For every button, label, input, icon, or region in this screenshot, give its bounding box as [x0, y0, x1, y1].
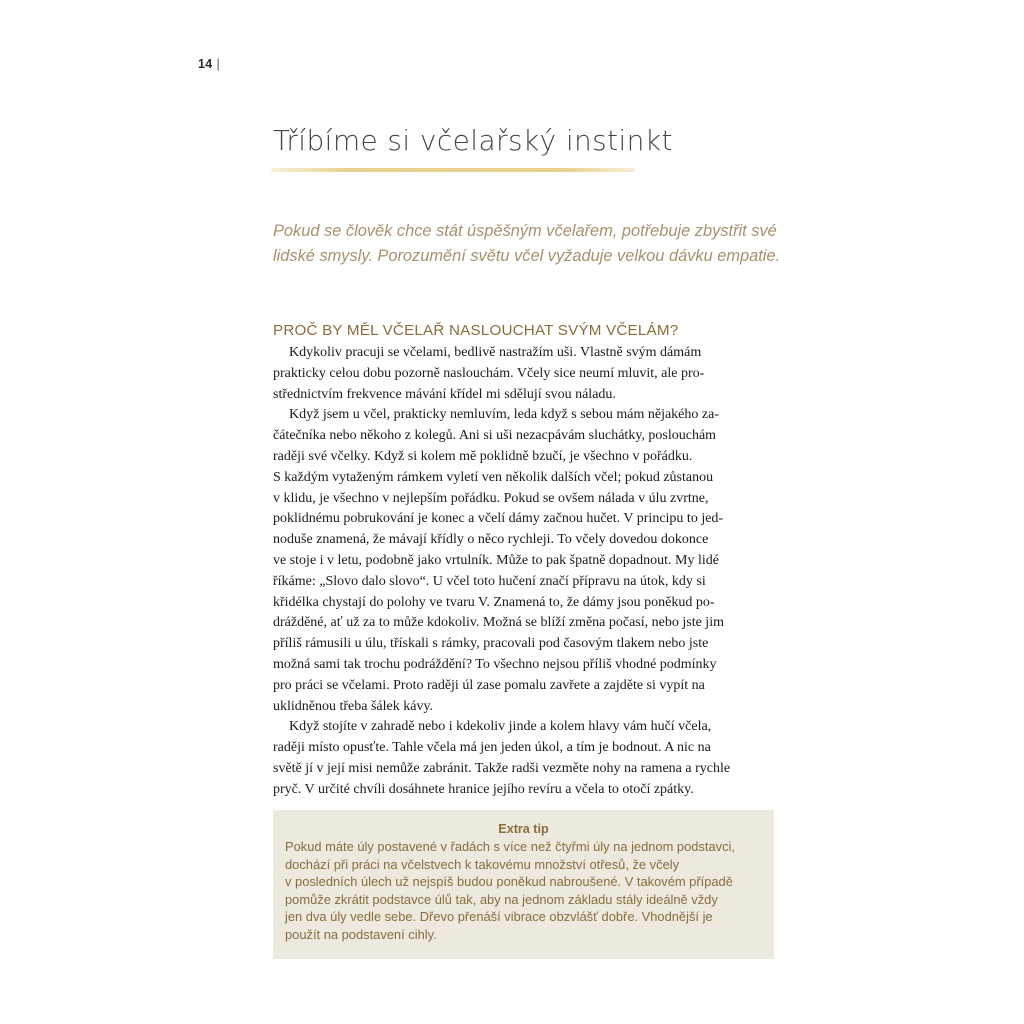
body-line: pro práci se včelami. Proto raději úl zase pomalu zavřete a zajděte si vypít na: [273, 677, 705, 693]
tip-line: použít na podstavení cihly.: [285, 926, 437, 942]
extra-tip-box: [273, 810, 774, 959]
body-line: ve stoje i v letu, podobně jako vrtulník. Může to pak špatně dopadnout. My lidé: [273, 552, 719, 568]
tip-line: v posledních úlech už nejspíš budou poněkud nabroušené. V takovém případě: [285, 874, 733, 890]
body-line: raději své včelky. Když si kolem mě poklidně bzučí, je všechno v pořádku.: [273, 448, 693, 464]
body-line: S každým vytaženým rámkem vyletí ven několik dalších včel; pokud zůstanou: [273, 469, 714, 485]
body-line: raději místo opusťte. Tahle včela má jen jeden úkol, a tím je bodnout. A nic na: [273, 740, 711, 756]
body-line: příliš rámusili u úlu, třískali s rámky, pracovali pod časovým tlakem nebo jste: [273, 636, 709, 652]
body-line: křidélka chystají do polohy ve tvaru V. Znamená to, že dámy jsou poněkud po-: [273, 594, 715, 610]
page-number: [198, 57, 220, 71]
title-underline: [271, 168, 635, 172]
extra-tip-title: Extra tip: [498, 822, 549, 836]
body-line: Když stojíte v zahradě nebo i kdekoliv jinde a kolem hlavy vám hučí včela,: [289, 719, 712, 735]
body-line: Kdykoliv pracuji se včelami, bedlivě nastražím uši. Vlastně svým dámám: [289, 345, 702, 360]
body-text: [273, 343, 783, 801]
body-line: střednictvím frekvence mávání křídel mi sdělují svou náladu.: [273, 386, 616, 402]
body-line: poklidnému pobrukování je konec a včelí dámy začnou hučet. V principu to jed-: [273, 511, 724, 527]
tip-line: dochází při práci na včelstvech k takovému množství otřesů, že včely: [285, 856, 680, 872]
tip-line: pomůže zkrátit podstavce úlů tak, aby na jednom základu stály ideálně vždy: [285, 891, 718, 907]
section-heading: PROČ BY MĚL VČELAŘ NASLOUCHAT SVÝM VČELÁM?: [273, 322, 679, 339]
chapter-title: Tříbíme si včelařský instinkt: [273, 124, 673, 157]
lead-paragraph: Pokud se člověk chce stát úspěšným včelařem, potřebuje zbystřit své lidské smysly. Porozumění světu včel vyžaduje velkou dávku empatie.: [273, 222, 781, 265]
body-line: Když jsem u včel, prakticky nemluvím, leda když s sebou mám nějakého za-: [289, 407, 719, 423]
body-line: prakticky celou dobu pozorně naslouchám. Včely sice neumí mluvit, ale pro-: [273, 365, 705, 381]
extra-tip-text: [285, 838, 770, 944]
body-line: drážděné, ať už za to může kdokoliv. Možná se blíží změna počasí, nebo jste jim: [273, 615, 724, 631]
body-line: říkáme: „Slovo dalo slovo“. U včel toto hučení značí přípravu na útok, kdy si: [273, 573, 706, 589]
body-line: možná sami tak trochu podráždění? To všechno nejsou příliš vhodné podmínky: [273, 656, 717, 672]
body-line: v klidu, je všechno v nejlepším pořádku. Pokud se ovšem nálada v úlu zvrtne,: [273, 490, 709, 506]
body-line: noduše znamená, že mávají křídly o něco rychleji. To včely dovedou dokonce: [273, 532, 709, 548]
tip-line: Pokud máte úly postavené v řadách s více než čtyřmi úly na jednom podstavci,: [285, 839, 735, 854]
page-number-separator: |: [216, 57, 221, 71]
page-number-value: 14: [198, 57, 213, 71]
body-line: pryč. V určité chvíli dosáhnete hranice jejího revíru a včela to otočí zpátky.: [273, 781, 694, 797]
body-line: čátečníka nebo někoho z kolegů. Ani si uši nezacpávám sluchátky, poslouchám: [273, 428, 717, 444]
body-line: světě jí v její misi nemůže zabránit. Takže radši vezměte nohy na ramena a rychle: [273, 760, 731, 776]
tip-line: jen dva úly vedle sebe. Dřevo přenáší vibrace obzvlášť dobře. Vhodnější je: [285, 909, 713, 925]
body-line: uklidněnou třeba šálek kávy.: [273, 698, 434, 714]
